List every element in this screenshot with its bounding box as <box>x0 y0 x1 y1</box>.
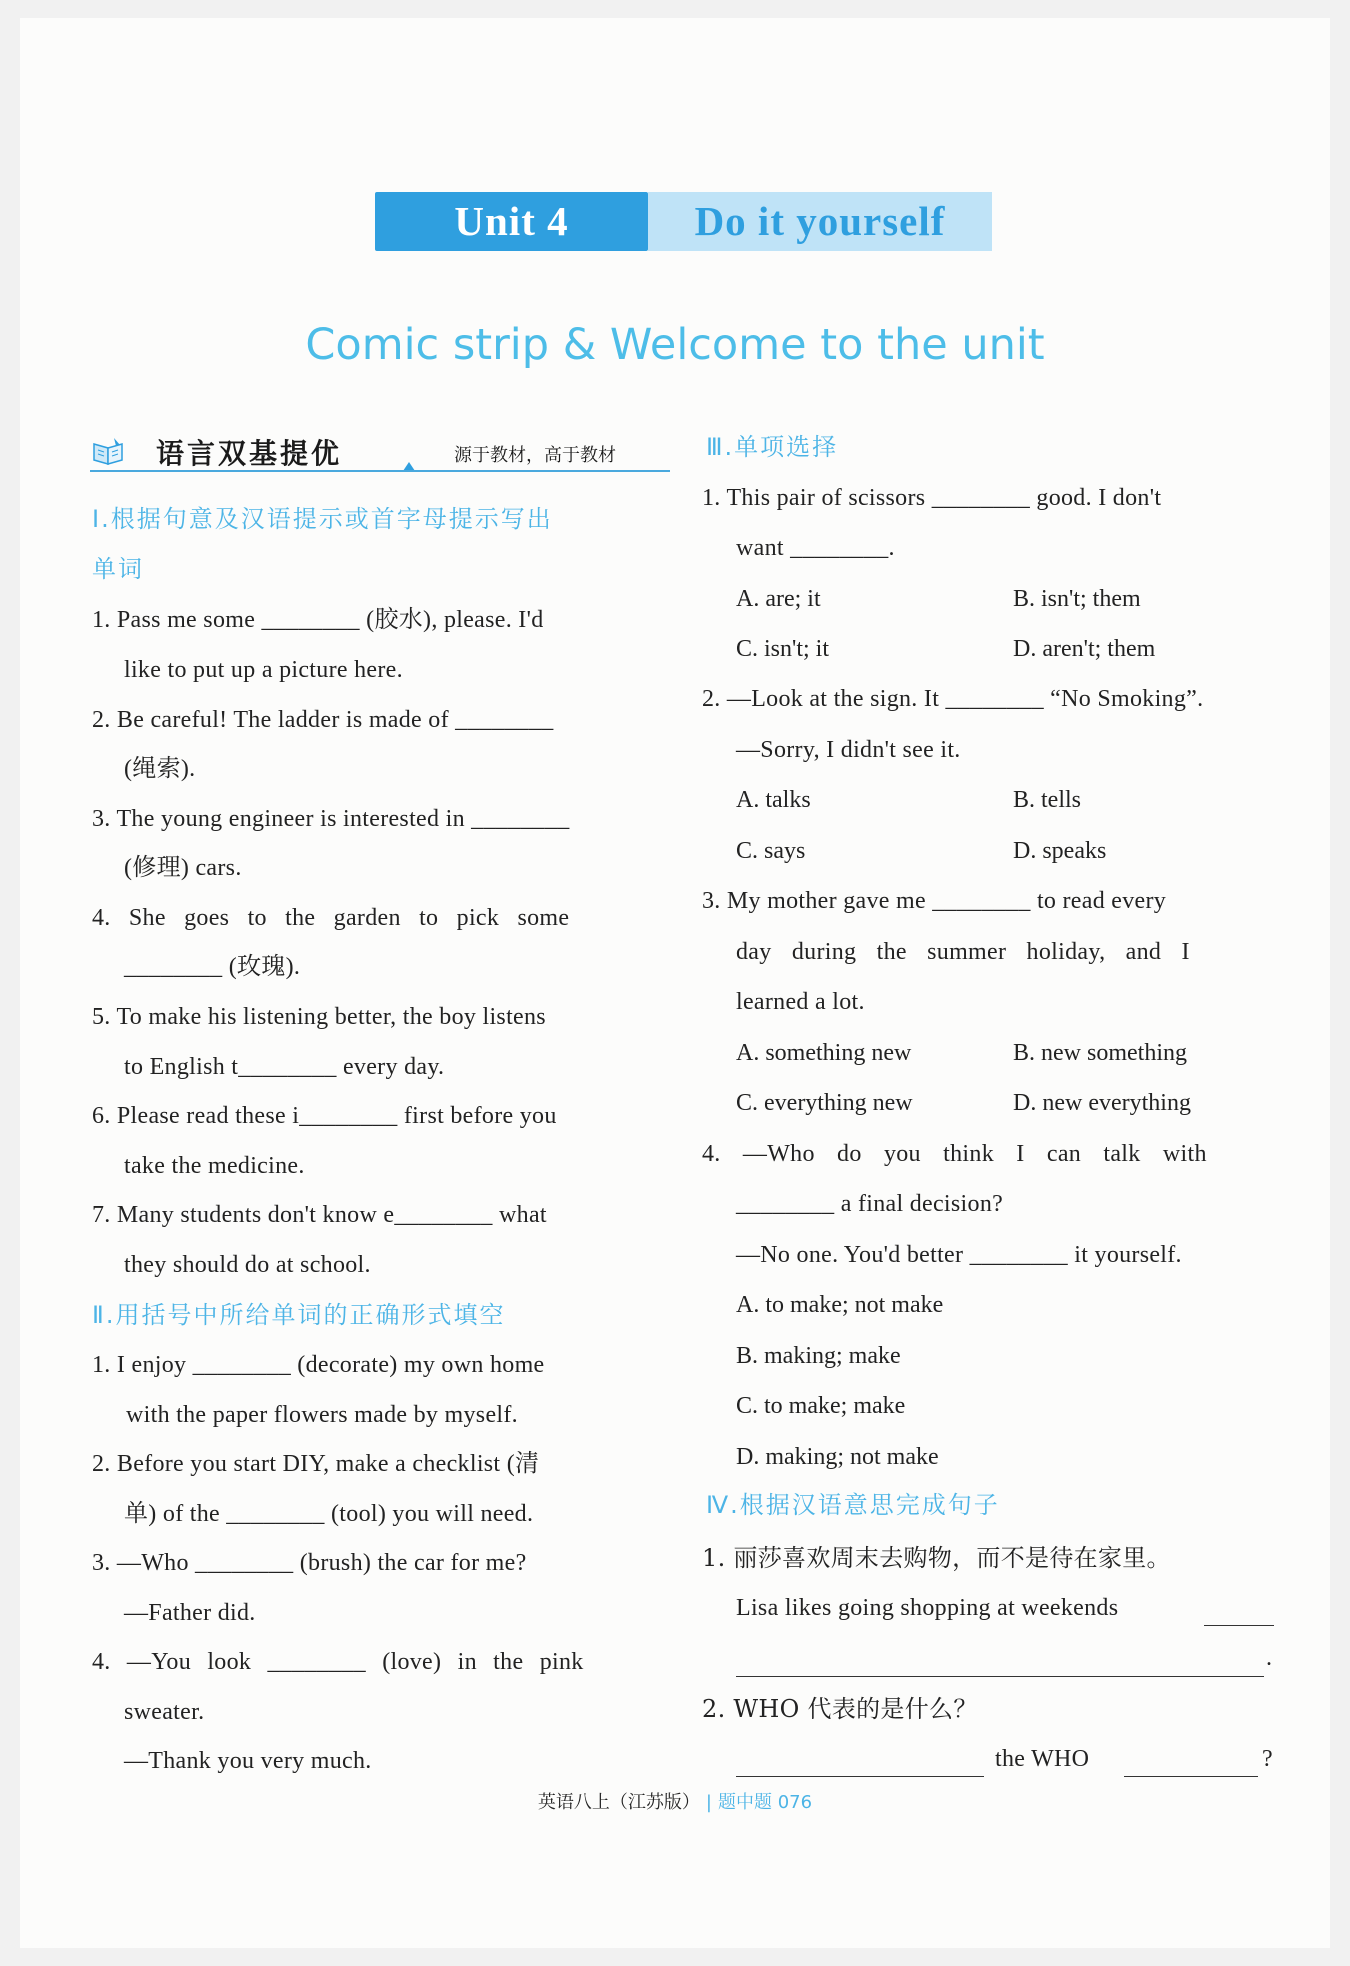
part2-title: Ⅱ.用括号中所给单词的正确形式填空 <box>92 1301 506 1329</box>
p1-q3-line1: 3. The young engineer is interested in ________ <box>92 806 570 832</box>
p1-q2-line2: (绳索). <box>124 756 196 782</box>
p3-q2-option-b: B. tells <box>1013 787 1082 813</box>
section-header <box>90 432 670 474</box>
p3-q4-option-c: C. to make; make <box>736 1393 906 1419</box>
p3-q1-option-b: B. isn't; them <box>1013 586 1141 612</box>
p3-q4-option-a: A. to make; not make <box>736 1292 944 1318</box>
part1-title-line1: Ⅰ.根据句意及汉语提示或首字母提示写出 <box>92 505 553 533</box>
p3-q1-option-d: D. aren't; them <box>1013 636 1156 662</box>
p3-q2-option-d: D. speaks <box>1013 838 1107 864</box>
p3-q4-line3: —No one. You'd better ________ it yourself. <box>736 1242 1182 1268</box>
p3-q1-line2: want ________. <box>736 535 895 561</box>
footer-book: 英语八上（江苏版） <box>537 1792 700 1813</box>
p3-q4-option-b: B. making; make <box>736 1343 901 1369</box>
p1-q7-line1: 7. Many students don't know e________ what <box>92 1202 547 1228</box>
p3-q3-line3: learned a lot. <box>736 989 865 1015</box>
p1-q4-line2: ________ (玫瑰). <box>124 954 301 980</box>
p4-q1-english: Lisa likes going shopping at weekends <box>736 1595 1119 1621</box>
unit-title: Do it yourself <box>648 192 992 251</box>
unit-number: Unit 4 <box>375 192 648 251</box>
book-icon <box>92 436 126 466</box>
p3-q4-option-d: D. making; not make <box>736 1444 939 1470</box>
p4-q2-chinese: 2. WHO 代表的是什么？ <box>702 1695 978 1723</box>
footer-page-number: 076 <box>777 1792 813 1813</box>
section-title: 语言双基提优 <box>156 437 343 470</box>
p3-q1-option-a: A. are; it <box>736 586 821 612</box>
p3-q4-line1: 4. —Who do you think I can talk with <box>702 1141 1207 1167</box>
p3-q3-option-d: D. new everything <box>1013 1090 1191 1116</box>
p1-q1-line2: like to put up a picture here. <box>124 657 403 683</box>
part3-title: Ⅲ.单项选择 <box>706 433 839 461</box>
part1-title-line2: 单词 <box>92 555 144 583</box>
p3-q3-option-a: A. something new <box>736 1040 912 1066</box>
unit-banner <box>375 192 992 251</box>
p4-q2-blank-b[interactable] <box>1124 1754 1258 1777</box>
p3-q2-line1: 2. —Look at the sign. It ________ “No Smoking”. <box>702 686 1204 712</box>
p3-q3-option-b: B. new something <box>1013 1040 1187 1066</box>
p2-q2-line1: 2. Before you start DIY, make a checklist (清 <box>92 1451 540 1477</box>
p4-q1-period: . <box>1266 1645 1273 1671</box>
p4-q2-question-mark: ? <box>1262 1746 1273 1772</box>
section-tagline: 源于教材，高于教材 <box>454 445 616 466</box>
p2-q1-line2: with the paper flowers made by myself. <box>126 1402 518 1428</box>
p4-q2-blank-a[interactable] <box>736 1754 984 1777</box>
p1-q5-line1: 5. To make his listening better, the boy listens <box>92 1004 546 1030</box>
lesson-subtitle: Comic strip & Welcome to the unit <box>305 320 1045 370</box>
p2-q3-line2: —Father did. <box>124 1600 256 1626</box>
p1-q3-line2: (修理) cars. <box>124 855 242 881</box>
section-rule <box>90 470 670 472</box>
p2-q1-line1: 1. I enjoy ________ (decorate) my own home <box>92 1352 545 1378</box>
p2-q3-line1: 3. —Who ________ (brush) the car for me? <box>92 1550 527 1576</box>
p3-q3-line1: 3. My mother gave me ________ to read every <box>702 888 1167 914</box>
p3-q2-option-c: C. says <box>736 838 806 864</box>
p4-q1-blank-a[interactable] <box>1204 1603 1274 1626</box>
p1-q6-line1: 6. Please read these i________ first before you <box>92 1103 557 1129</box>
p1-q7-line2: they should do at school. <box>124 1252 371 1278</box>
p1-q6-line2: take the medicine. <box>124 1153 305 1179</box>
footer-series: 题中题 <box>717 1792 772 1813</box>
p3-q1-option-c: C. isn't; it <box>736 636 830 662</box>
p2-q4-line1: 4. —You look ________ (love) in the pink <box>92 1649 584 1675</box>
p1-q2-line1: 2. Be careful! The ladder is made of ________ <box>92 707 554 733</box>
p1-q1-line1: 1. Pass me some ________ (胶水), please. I'd <box>92 607 544 633</box>
p1-q4-line1: 4. She goes to the garden to pick some <box>92 905 570 931</box>
p3-q3-option-c: C. everything new <box>736 1090 913 1116</box>
p4-q1-blank-b[interactable] <box>736 1654 1264 1677</box>
part4-title: Ⅳ.根据汉语意思完成句子 <box>706 1491 1000 1519</box>
p2-q2-line2: 单) of the ________ (tool) you will need. <box>124 1501 534 1527</box>
p3-q4-line2: ________ a final decision? <box>736 1191 1004 1217</box>
p3-q2-option-a: A. talks <box>736 787 811 813</box>
p4-q2-english: the WHO <box>995 1746 1090 1772</box>
p3-q3-line2: day during the summer holiday, and I <box>736 939 1190 965</box>
p2-q4-line3: —Thank you very much. <box>124 1748 372 1774</box>
p2-q4-line2: sweater. <box>124 1699 205 1725</box>
p4-q1-chinese: 1. 丽莎喜欢周末去购物，而不是待在家里。 <box>702 1544 1171 1572</box>
p1-q5-line2: to English t________ every day. <box>124 1054 445 1080</box>
p3-q1-line1: 1. This pair of scissors ________ good. I don't <box>702 485 1162 511</box>
footer-separator: | <box>705 1792 712 1813</box>
p3-q2-line2: —Sorry, I didn't see it. <box>736 737 961 763</box>
page-footer <box>0 1788 1350 1814</box>
